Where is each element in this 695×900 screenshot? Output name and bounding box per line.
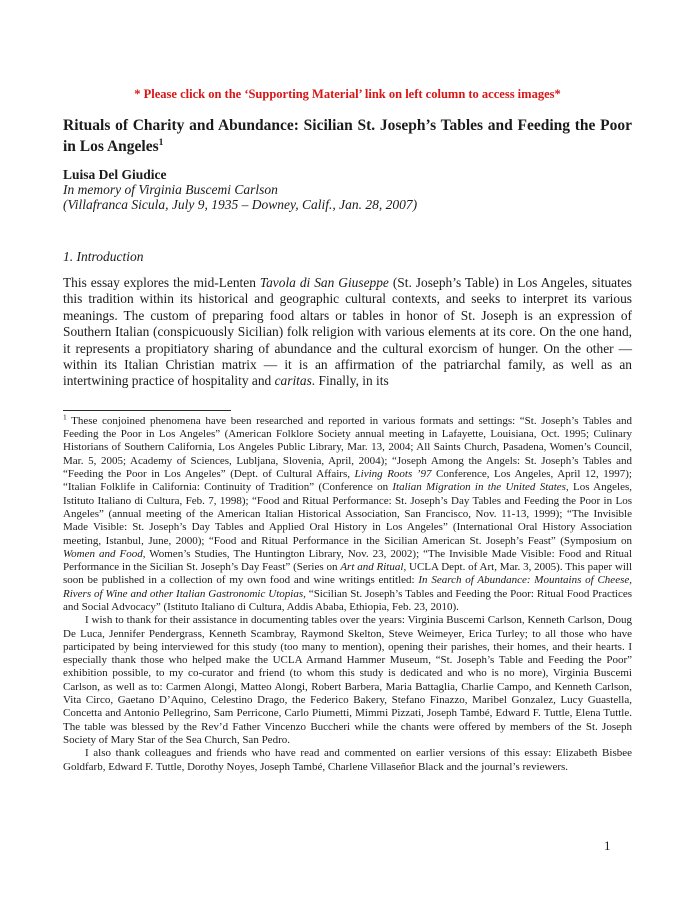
body-paragraph: This essay explores the mid-Lenten Tavola di San Giuseppe (St. Joseph’s Table) in Los Angeles, situates this tradition within its historical and geographic cultural contexts, and seeks to interpret its various meanings. The custom of preparing food altars or tables in honor of St. Joseph is an expression of Southern Italian (conspicuously Sicilian) folk religion with various elements at its core. On the one hand, it represents a propitiatory sharing of abundance and the cultural exorcism of hunger. On the other — within its Italian Christian matrix — it is an affirmation of the patriarchal family, as well as an intertwining practice of hospitality and caritas. Finally, in its — [63, 275, 632, 389]
page-title: Rituals of Charity and Abundance: Sicilian St. Joseph’s Tables and Feeding the Poor in Los Angeles$^1$ — [63, 117, 632, 155]
footnote-paragraph-2: I wish to thank for their assistance in documenting tables over the years: Virginia Buscemi Carlson, Kenneth Carlson, Doug De Luca, Jennifer Pendergrass, Kenneth Scambray, Raymond Skelton, Steve Weimeyer, Erica Turley; to all those who have participated by being interviewed for this study (too many to mention), opening their parishes, their homes, and their hearts. I especially thank those who helped make the UCLA Armand Hammer Museum, “St. Joseph’s Table and Feeding the Poor” exhibition possible, to my co-curator and friend (to whom this study is dedicated and who is no more), Virginia Buscemi Carlson, as well as to: Carmen Alongi, Matteo Alongi, Robert Barbera, Maria Battaglia, Charlie Campo, and Kenneth Carlson, Vita Circo, Gaetano D’Aquino, Celestino Drago, the Federico Bakery, Stefano Finazzo, Maribel Gonzalez, Lucy Guastella, Concetta and Antonio Pellegrino, Sam Perricone, Carlo Piumetti, Mimmi Pizzati, Joseph També, Edward F. Tuttle, Elena Tuttle. The table was blessed by the Rev’d Father Vincenzo Buccheri while the chants were offered by members of the St. Joseph Society of Mary Star of the Sea Church, San Pedro. — [63, 614, 632, 746]
dedication-line: In memory of Virginia Buscemi Carlson — [63, 182, 278, 197]
footnote-separator-rule — [63, 410, 231, 411]
footnote-paragraph-3: I also thank colleagues and friends who have read and commented on earlier versions of this essay: Elizabeth Bisbee Goldfarb, Edward F. Tuttle, Dorothy Noyes, Joseph També, Charlene Villaseñor Black and the journal’s reviewers. — [63, 747, 632, 773]
page-number: 1 — [604, 838, 611, 853]
author-name: Luisa Del Giudice — [63, 167, 167, 182]
footnote-paragraph-1: $^1$ These conjoined phenomena have been researched and reported in various formats and settings: “St. Joseph’s Tables and Feeding the Poor in Los Angeles” (American Folklore Society annual meeting in Lafayette, Louisiana, Oct. 1995; Culinary Historians of Southern California, Los Angeles Public Library, Mar. 13, 2004; All Saints Church, Pasadena, Women’s Council, Mar. 5, 2005; Academy of Sciences, Lubljana, Slovenia, April, 2004); “Joseph Among the Angels: St. Joseph’s Tables and “Feeding the Poor in Los Angeles” (Dept. of Cultural Affairs, Living Roots ’97 Conference, Los Angeles, April 12, 1997); “Italian Folklife in California: Continuity of Tradition” (Conference on Italian Migration in the United States, Los Angeles, Istituto Italiano di Cultura, Feb. 7, 1998); “Food and Ritual Performance: St. Joseph’s Day Tables and Feeding the Poor in Los Angeles” (annual meeting of the American Italian Historical Association, San Francisco, Nov. 11-13, 1999); “The Invisible Made Visible: St. Joseph’s Day Tables and Applied Oral History in Los Angeles” (International Oral History Association meeting, Istanbul, June, 2000); “Food and Ritual Performance in the Sicilian American St. Joseph’s Feast” (Symposium on Women and Food, Women’s Studies, The Huntington Library, Nov. 23, 2002); “The Invisible Made Visible: Food and Ritual Performance in the Sicilian St. Joseph’s Day Feast” (Series on Art and Ritual, UCLA Dept. of Art, Mar. 3, 2005). This paper will soon be published in a collection of my own food and wine writings entitled: In Search of Abundance: Mountains of Cheese, Rivers of Wine and other Italian Gastronomic Utopias, “Sicilian St. Joseph’s Tables and Feeding the Poor: Ritual Food Practices and Social Advocacy” (Istituto Italiano di Cultura, Addis Ababa, Ethiopia, Feb. 23, 2010). — [63, 412, 633, 613]
supporting-material-notice: * Please click on the ‘Supporting Material’ link on left column to access images* — [134, 87, 561, 101]
section-heading-introduction: 1. Introduction — [63, 249, 144, 264]
footnote-block — [63, 412, 633, 774]
dedication-dates: (Villafranca Sicula, July 9, 1935 – Downey, Calif., Jan. 28, 2007) — [63, 197, 418, 212]
